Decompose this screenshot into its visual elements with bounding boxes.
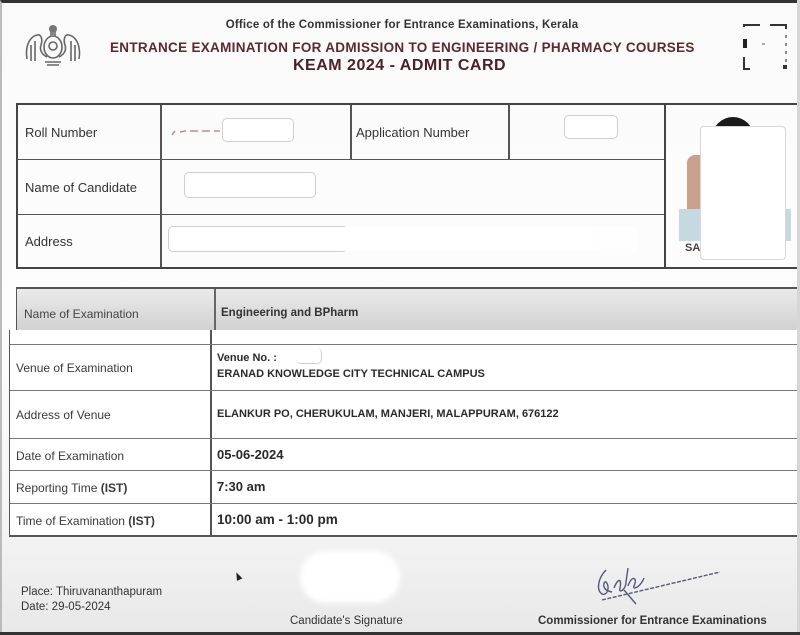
- venue-address-label: Address of Venue: [16, 408, 111, 422]
- reporting-time-value: 7:30 am: [217, 479, 266, 494]
- application-number-value: [564, 115, 618, 139]
- application-number-label: Application Number: [356, 124, 470, 140]
- candidate-details-table: [16, 103, 666, 269]
- venue-number-redacted: [296, 348, 322, 364]
- venue-no-label: Venue No. :: [217, 352, 277, 364]
- mouse-cursor-icon: [234, 571, 243, 581]
- venue-label: Venue of Examination: [16, 361, 133, 375]
- candidate-name-row: [18, 160, 664, 215]
- venue-address-value: ELANKUR PO, CHERUKULAM, MANJERI, MALAPPURAM, 676122: [217, 408, 559, 420]
- photo-redaction-mask: [700, 126, 786, 260]
- exam-time-label: Time of Examination (IST): [16, 514, 155, 528]
- roll-number-value: [222, 118, 294, 142]
- commissioner-label: Commissioner for Entrance Examinations: [538, 615, 767, 627]
- exam-subtitle: ENTRANCE EXAMINATION FOR ADMISSION TO ENGINEERING / PHARMACY COURSES: [110, 40, 695, 55]
- redacted-roll-number-fragment: [170, 125, 222, 137]
- address-value: [168, 226, 348, 252]
- qr-code-icon: [740, 21, 790, 73]
- exam-time-row: [10, 503, 800, 536]
- candidate-name-label: Name of Candidate: [25, 179, 138, 195]
- admit-card-title: KEAM 2024 - ADMIT CARD: [293, 57, 507, 74]
- office-heading: [2, 19, 800, 31]
- candidate-name-value: [184, 172, 316, 198]
- reporting-time-label: Reporting Time (IST): [16, 481, 128, 495]
- exam-details-table: [9, 330, 800, 537]
- address-row: [18, 215, 664, 267]
- candidate-signature-redacted: [300, 551, 400, 603]
- issue-date-text: Date: 29-05-2024: [21, 601, 111, 613]
- place-text: Place: Thiruvananthapuram: [21, 586, 163, 598]
- commissioner-signature-icon: [592, 560, 722, 605]
- exam-time-value: 10:00 am - 1:00 pm: [217, 512, 338, 527]
- exam-date-label: Date of Examination: [16, 449, 125, 463]
- reporting-time-row: [10, 470, 800, 503]
- roll-number-label: Roll Number: [25, 124, 98, 140]
- exam-date-value: 05-06-2024: [217, 447, 284, 462]
- address-value-redacted-extension: [338, 227, 638, 251]
- candidate-signature-label: Candidate's Signature: [290, 615, 403, 627]
- roll-number-row: [18, 105, 664, 160]
- exam-date-row: [10, 438, 800, 470]
- place-date-block: [21, 585, 162, 615]
- exam-name-value: Engineering and BPharm: [221, 307, 359, 319]
- venue-number: [217, 352, 277, 364]
- address-label: Address: [25, 233, 73, 249]
- exam-name-row: [16, 287, 800, 330]
- office-text: Office of the Commissioner for Entrance Examinations, Kerala: [225, 19, 579, 31]
- photo-signature-fragment: SA: [685, 242, 701, 254]
- venue-row: [10, 344, 800, 390]
- candidate-photo-cell: [664, 103, 800, 269]
- venue-value: ERANAD KNOWLEDGE CITY TECHNICAL CAMPUS: [217, 368, 485, 380]
- exam-name-label: Name of Examination: [24, 307, 139, 321]
- venue-address-row: [10, 390, 800, 438]
